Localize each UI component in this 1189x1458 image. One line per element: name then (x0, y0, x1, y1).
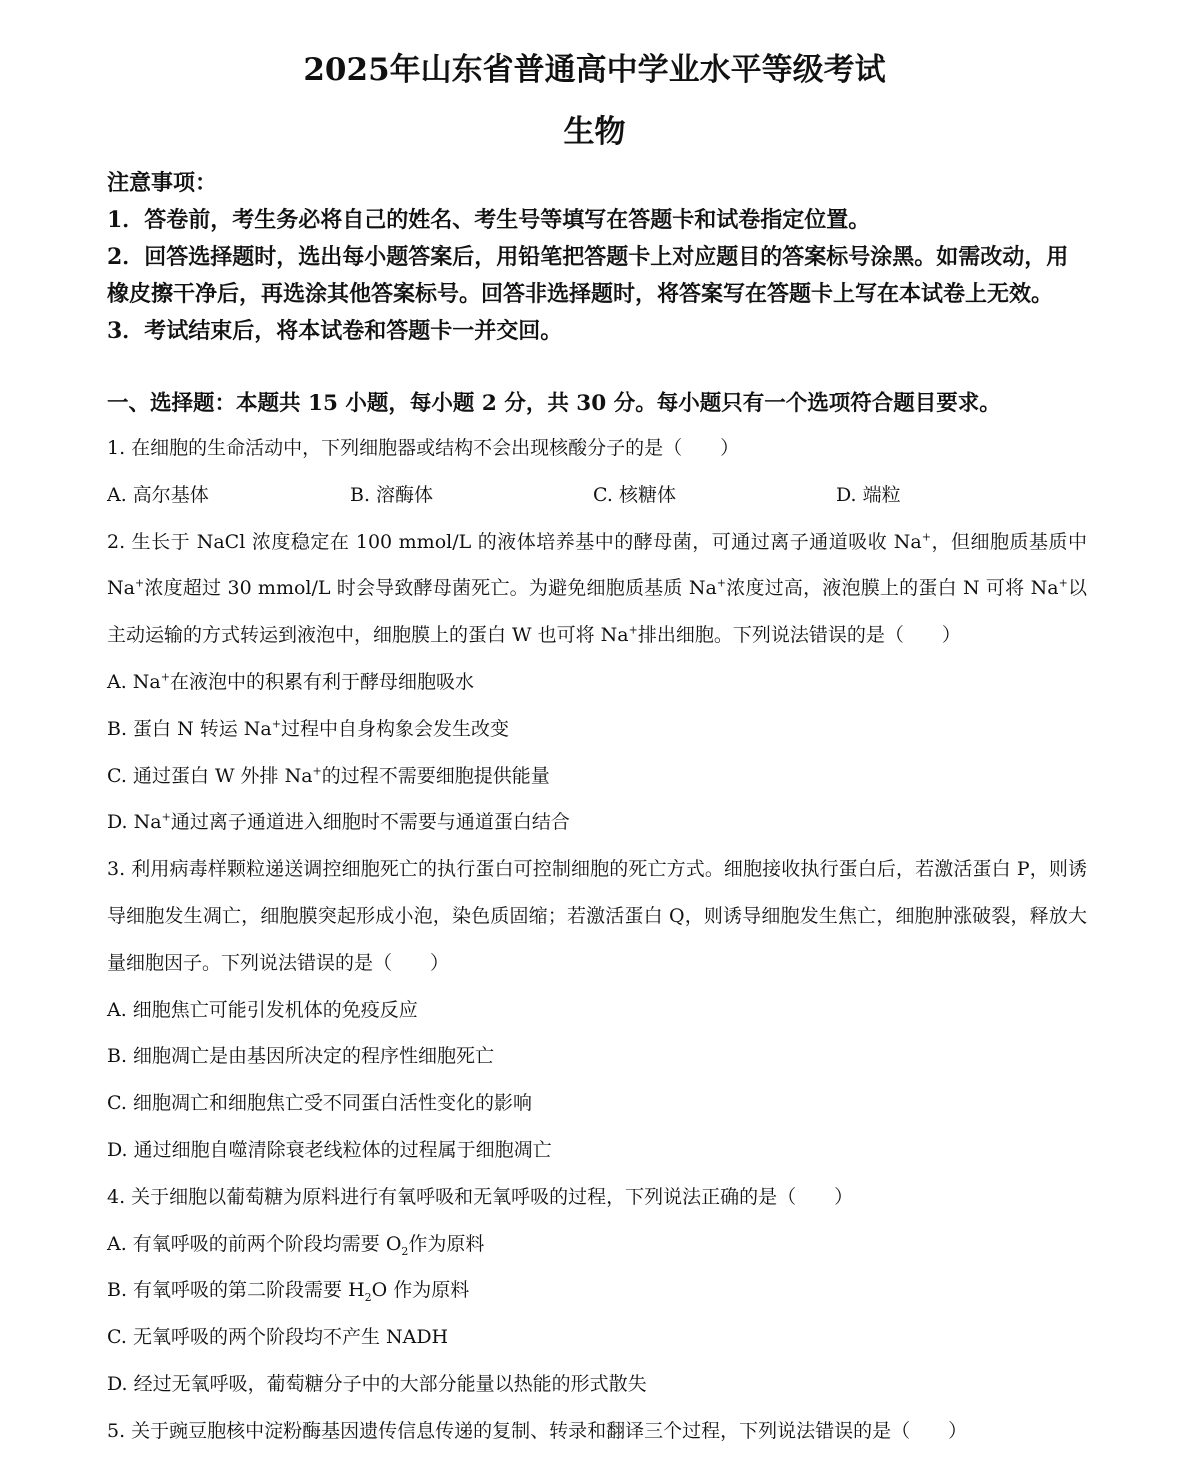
question-3-option-d: D. 通过细胞自噬清除衰老线粒体的过程属于细胞凋亡 (107, 1138, 552, 1161)
option-text: B. 蛋白 N 转运 Na (107, 717, 272, 740)
question-4-option-d: D. 经过无氧呼吸，葡萄糖分子中的大部分能量以热能的形式散失 (107, 1372, 647, 1395)
question-4-stem: 4. 关于细胞以葡萄糖为原料进行有氧呼吸和无氧呼吸的过程，下列说法正确的是（ ） (107, 1185, 854, 1208)
question-2-option-b (107, 706, 1087, 753)
question-1-options (107, 472, 1087, 519)
question-2-stem-part-6: 排出细胞。下列说法错误的是（ ） (637, 624, 961, 647)
question-2-option-d (107, 799, 1087, 846)
section-heading: 一、选择题：本题共 15 小题，每小题 2 分，共 30 分。每小题只有一个选项符合题目要求。 (107, 391, 1001, 416)
subscript-2: 2 (364, 1291, 372, 1305)
superscript-plus: + (628, 623, 638, 637)
question-4-option-a (107, 1221, 1087, 1268)
question-3-option-a: A. 细胞焦亡可能引发机体的免疫反应 (107, 998, 418, 1021)
question-4-option-b (107, 1267, 1087, 1314)
option-text: B. 有氧呼吸的第二阶段需要 H (107, 1279, 365, 1302)
note-item-2: 2．回答选择题时，选出每小题答案后，用铅笔把答题卡上对应题目的答案标号涂黑。如需改动，用橡皮擦干净后，再选涂其他答案标号。回答非选择题时，将答案写在答题卡上写在本试卷上无效。 (107, 244, 1069, 307)
notes-heading: 注意事项： (107, 170, 218, 196)
superscript-plus: + (921, 530, 931, 544)
questions-list (107, 425, 1087, 1455)
option-text: 的过程不需要细胞提供能量 (321, 764, 550, 787)
question-2-stem (107, 519, 1087, 659)
question-2-option-c (107, 753, 1087, 800)
question-2-stem-part-5: 以主动运输的方式转运到液泡中，细胞膜上的蛋白 W 也可将 Na (107, 577, 1087, 647)
question-1-stem: 1. 在细胞的生命活动中，下列细胞器或结构不会出现核酸分子的是（ ） (107, 437, 740, 459)
option-text: 在液泡中的积累有利于酵母细胞吸水 (169, 670, 474, 693)
question-3-option-c: C. 细胞凋亡和细胞焦亡受不同蛋白活性变化的影响 (107, 1092, 532, 1115)
question-1-option-d: D. 端粒 (836, 483, 901, 506)
exam-title: 2025年山东省普通高中学业水平等级考试 (303, 52, 886, 88)
question-5-stem: 5. 关于豌豆胞核中淀粉酶基因遗传信息传递的复制、转录和翻译三个过程，下列说法错误的是（ ） (107, 1419, 968, 1442)
superscript-plus: + (160, 670, 170, 684)
option-text: C. 通过蛋白 W 外排 Na (107, 764, 313, 787)
superscript-plus: + (161, 811, 171, 825)
option-text: O 作为原料 (371, 1279, 470, 1302)
superscript-plus: + (716, 577, 727, 591)
question-3-option-b: B. 细胞凋亡是由基因所决定的程序性细胞死亡 (107, 1045, 495, 1068)
question-2-stem-part-3: 浓度超过 30 mmol/L 时会导致酵母菌死亡。为避免细胞质基质 Na (144, 577, 717, 600)
note-item-3: 3．考试结束后，将本试卷和答题卡一并交回。 (107, 318, 563, 344)
superscript-plus: + (271, 717, 281, 731)
question-1-option-b: B. 溶酶体 (350, 483, 434, 506)
question-1-option-c: C. 核糖体 (593, 483, 676, 506)
option-text: A. Na (107, 670, 161, 693)
question-1-option-a: A. 高尔基体 (107, 483, 209, 506)
question-2-stem-part-4: 浓度过高，液泡膜上的蛋白 N 可将 Na (726, 577, 1059, 600)
option-text: 过程中自身构象会发生改变 (280, 717, 509, 740)
question-2-stem-part-1: 2. 生长于 NaCl 浓度稳定在 100 mmol/L 的液体培养基中的酵母菌，可通过离子通道吸收 Na (107, 530, 922, 553)
superscript-plus: + (1058, 577, 1068, 591)
notes-section (107, 165, 1087, 350)
superscript-plus: + (134, 577, 145, 591)
subscript-2: 2 (401, 1244, 409, 1258)
option-text: D. Na (107, 811, 162, 834)
question-2-stem-part-2: ，但细胞质基质中 Na (107, 530, 1087, 600)
option-text: A. 有氧呼吸的前两个阶段均需要 O (107, 1232, 402, 1255)
option-text: 作为原料 (408, 1232, 485, 1255)
question-4-option-c: C. 无氧呼吸的两个阶段均不产生 NADH (107, 1326, 449, 1349)
exam-subject: 生物 (563, 114, 626, 150)
superscript-plus: + (312, 764, 322, 778)
question-3-stem: 3. 利用病毒样颗粒递送调控细胞死亡的执行蛋白可控制细胞的死亡方式。细胞接收执行蛋白后，若激活蛋白 P，则诱导细胞发生凋亡，细胞膜突起形成小泡，染色质固缩；若激活蛋白 Q，则诱导细胞发生焦亡，细胞肿涨破裂，释放大量细胞因子。下列说法错误的是（ ） (107, 858, 1087, 974)
note-item-1: 1．答卷前，考生务必将自己的姓名、考生号等填写在答题卡和试卷指定位置。 (107, 207, 871, 233)
question-2-option-a (107, 659, 1087, 706)
option-text: 通过离子通道进入细胞时不需要与通道蛋白结合 (170, 811, 570, 834)
